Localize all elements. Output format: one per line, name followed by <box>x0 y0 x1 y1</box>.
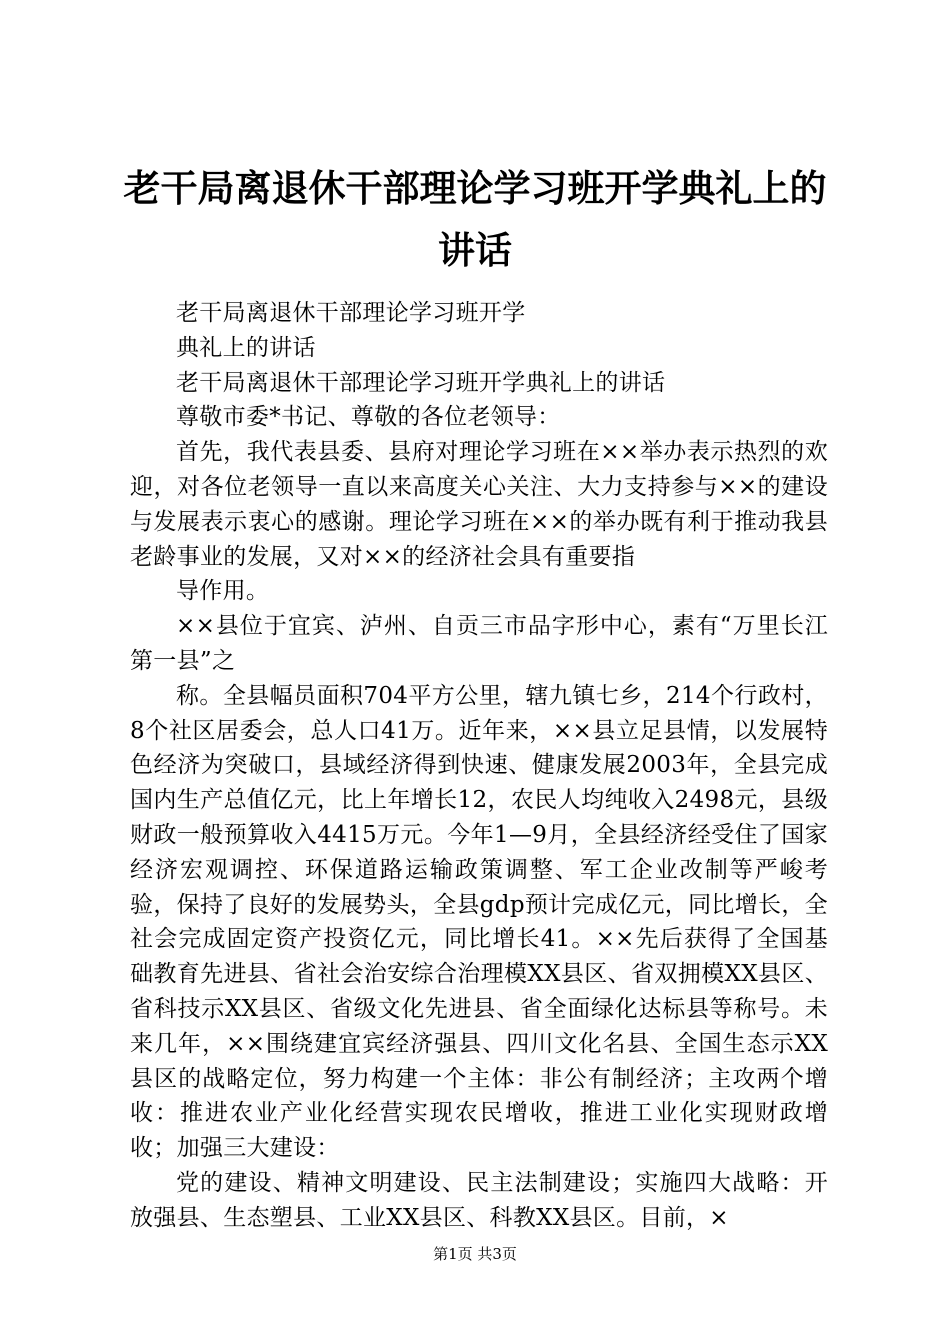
page-number-footer: 第1页 共3页 <box>433 1245 517 1263</box>
salutation: 尊敬市委*书记、尊敬的各位老领导： <box>176 404 561 431</box>
body-paragraph: 老干局离退休干部理论学习班开学 <box>176 300 526 326</box>
body-paragraph: 导作用。 <box>176 578 270 605</box>
document-title: 老干局离退休干部理论学习班开学典礼上的讲话 <box>123 167 827 272</box>
document-body <box>130 296 828 1236</box>
body-paragraph: 党的建设、精神文明建设、民主法制建设；实施四大战略：开放强县、生态塑县、工业XX县区、科教XX县区。目前，× <box>130 1169 828 1231</box>
body-paragraph: 称。全县幅员面积704平方公里，辖九镇七乡，214个行政村，8个社区居委会，总人口41万。近年来，××县立足县情，以发展特色经济为突破口，县域经济得到快速、健康发展2003年，全县完成国内生产总值亿元，比上年增长12，农民人均纯收入2498元，县级财政一般预算收入4415万元。今年1—9月，全县经济经受住了国家经济宏观调控、环保道路运输政策调整、军工企业改制等严峻考验，保持了良好的发展势头，全县gdp预计完成亿元，同比增长，全社会完成固定资产投资亿元，同比增长41。××先后获得了全国基础教育先进县、省社会治安综合治理模XX县区、省双拥模XX县区、省科技示XX县区、省级文化先进县、省全面绿化达标县等称号。未来几年，××围绕建宜宾经济强县、四川文化名县、全国生态示XX县区的战略定位，努力构建一个主体：非公有制经济；主攻两个增收：推进农业产业化经营实现农民增收，推进工业化实现财政增收；加强三大建设： <box>130 682 828 1162</box>
body-paragraph: 老干局离退休干部理论学习班开学典礼上的讲话 <box>176 369 666 396</box>
body-paragraph: 首先，我代表县委、县府对理论学习班在××举办表示热烈的欢迎，对各位老领导一直以来高度关心关注、大力支持参与××的建设与发展表示衷心的感谢。理论学习班在××的举办既有利于推动我县老龄事业的发展，又对××的经济社会具有重要指 <box>130 439 828 570</box>
body-paragraph: 典礼上的讲话 <box>176 334 316 361</box>
body-paragraph: ××县位于宜宾、泸州、自贡三市品字形中心，素有“万里长江第一县”之 <box>130 613 828 674</box>
